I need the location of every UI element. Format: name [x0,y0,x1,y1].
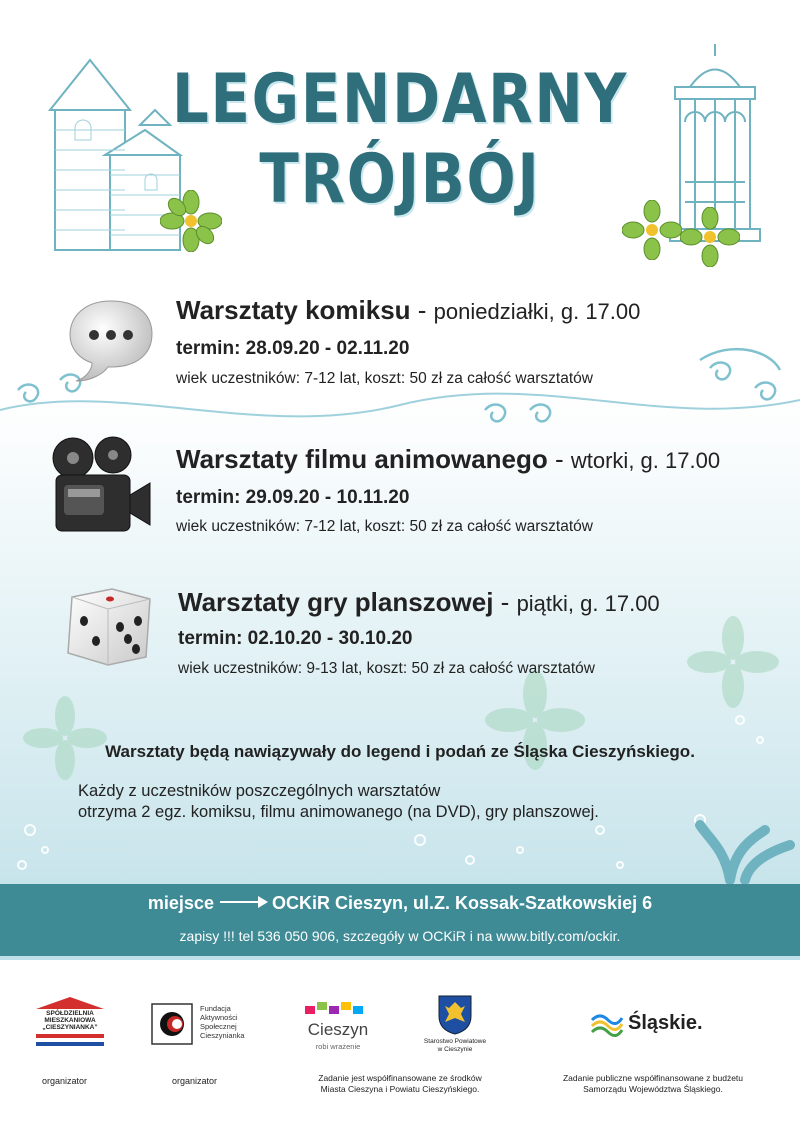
poster-title-line2: TRÓJBÓJ [259,140,541,219]
funding-region-line1: Zadanie publiczne współfinansowane z budżetu [562,1073,744,1083]
organizer-label-1: organizator [42,1076,88,1086]
logo-fundacja [150,1002,250,1050]
coat-of-arms-icon [437,994,473,1036]
logo3-tagline: robi wrażenie [315,1042,361,1051]
funding-city-line2: Miasta Cieszyna i Powiatu Cieszyńskiego. [320,1084,480,1094]
logo3-name: Cieszyn [307,1020,369,1039]
logo5-name: Śląskie. [628,1012,703,1034]
workshop-name: Warsztaty gry planszowej [178,587,494,617]
logo2-line3: Społecznej [200,1022,237,1031]
workshop-name: Warsztaty filmu animowanego [176,444,548,474]
workshop-name: Warsztaty komiksu [176,295,411,325]
location-band [0,884,800,956]
logo2-line2: Aktywności [200,1013,238,1022]
funding-note-region [548,1073,758,1095]
speech-bubble-icon [66,293,156,383]
workshop-info: wiek uczestników: 9-13 lat, koszt: 50 zł za całość warsztatów [178,660,595,677]
workshop-heading [176,295,640,326]
workshop-heading [176,444,720,475]
workshop-term: termin: 29.09.20 - 10.11.20 [176,487,410,508]
logo1-line1: SPÓŁDZIELNIA [46,1010,94,1017]
workshop-info: wiek uczestników: 7-12 lat, koszt: 50 zł za całość warsztatów [176,370,593,387]
workshop-separator: - [547,444,571,474]
logo1-line3: „CIESZYNIANKA” [42,1024,98,1031]
funding-region-line2: Samorządu Województwa Śląskiego. [583,1084,723,1094]
workshop-schedule: piątki, g. 17.00 [516,591,660,616]
logo4-line2: w Cieszynie [437,1046,473,1053]
legend-note: Warsztaty będą nawiązywały do legend i podań ze Śląska Cieszyńskiego. [105,742,695,761]
arrow-right-icon [220,901,266,903]
colorful-dots-icon [303,1000,373,1018]
logo-slaskie [590,1010,710,1040]
logo1-line2: MIESZKANIOWA [44,1017,96,1024]
slaskie-waves-icon [590,1010,624,1038]
prize-note-line1: Każdy z uczestników poszczególnych warsztatów [78,782,441,800]
signup-info: zapisy !!! tel 536 050 906, szczegóły w OCKiR i na www.bitly.com/ockir. [179,928,621,944]
workshop-term: termin: 02.10.20 - 30.10.20 [178,628,413,649]
logo-cieszyn-city [298,1000,378,1056]
logo2-line1: Fundacja [200,1004,231,1013]
logo-cieszynianka-cooperative [34,996,106,1048]
workshop-schedule: poniedziałki, g. 17.00 [433,299,641,324]
logo-starostwo [410,994,500,1060]
workshop-term: termin: 28.09.20 - 02.11.20 [176,338,410,359]
prize-note-line2: otrzyma 2 egz. komiksu, filmu animowanego (na DVD), gry planszowej. [78,803,599,821]
organizer-label-2: organizator [172,1076,218,1086]
poster-title-line1: LEGENDARNY [171,60,629,139]
foundation-emblem-icon [150,1002,194,1046]
workshop-separator: - [493,587,517,617]
movie-camera-icon [48,433,158,538]
logo4-line1: Starostwo Powiatowe [423,1038,487,1045]
location-line [0,893,800,914]
workshop-schedule: wtorki, g. 17.00 [570,448,721,473]
place-label: miejsce [147,893,214,913]
place-address: OCKiR Cieszyn, ul.Z. Kossak-Szatkowskiej 6 [271,893,653,913]
house-roof-icon [34,996,106,1010]
workshop-separator: - [410,295,434,325]
workshop-heading [178,587,660,618]
dice-icon [62,585,154,667]
funding-note-city [290,1073,510,1095]
workshop-info: wiek uczestników: 7-12 lat, koszt: 50 zł za całość warsztatów [176,518,593,535]
logo2-line4: Cieszynianka [200,1031,245,1040]
funding-city-line1: Zadanie jest współfinansowane ze środków [318,1073,482,1083]
